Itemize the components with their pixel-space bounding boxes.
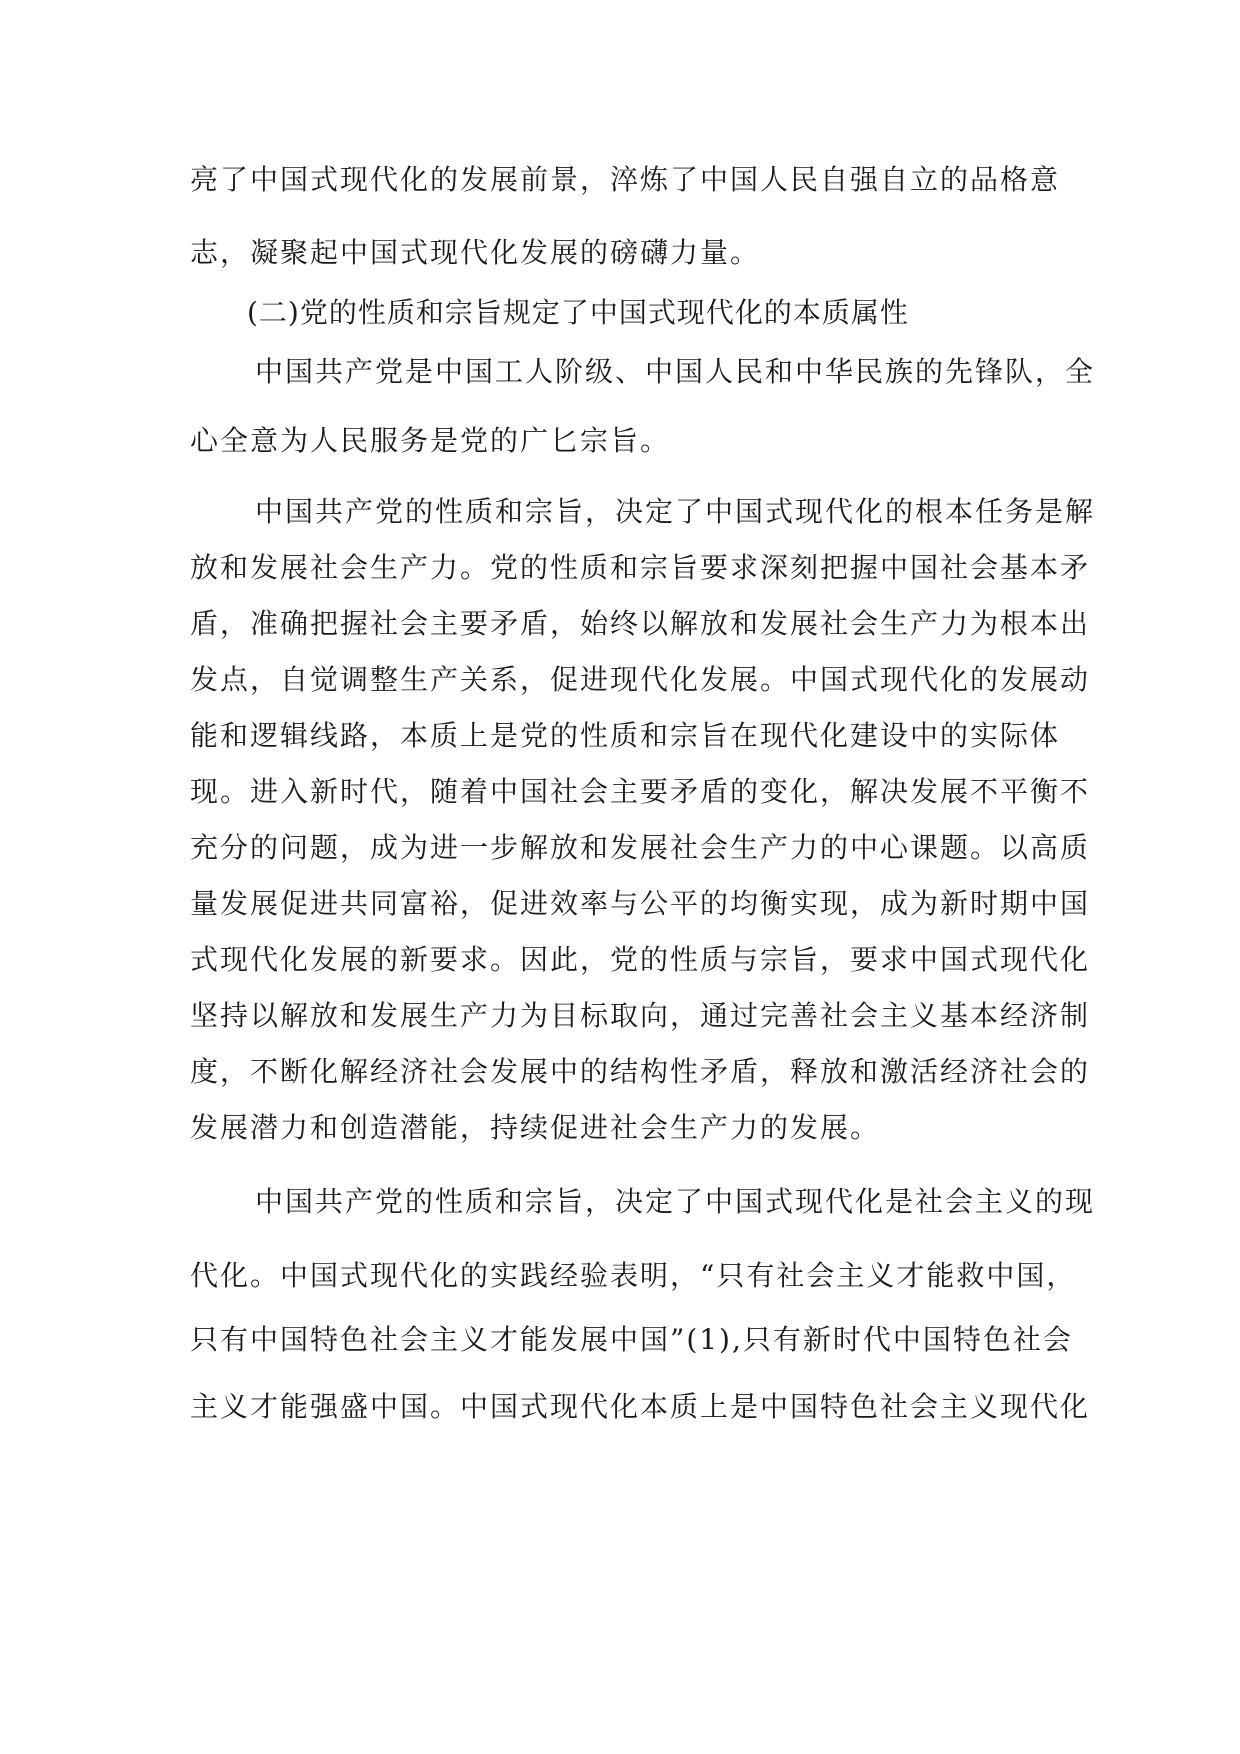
text-line: 亮了中国式现代化的发展前景，淬炼了中国人民自强自立的品格意: [190, 163, 1061, 196]
text-line: 心全意为人民服务是党的广匕宗旨。: [190, 424, 671, 457]
text-line: 放和发展社会生产力。党的性质和宗旨要求深刻把握中国社会基本矛: [190, 551, 1091, 584]
text-line: 中国共产党的性质和宗旨，决定了中国式现代化是社会主义的现: [255, 1185, 1096, 1218]
text-line: 中国共产党是中国工人阶级、中国人民和中华民族的先锋队，全: [255, 355, 1096, 388]
text-line: 志，凝聚起中国式现代化发展的磅礴力量。: [190, 236, 761, 269]
text-line: 式现代化发展的新要求。因此，党的性质与宗旨，要求中国式现代化: [190, 943, 1091, 976]
text-line: 代化。中国式现代化的实践经验表明，“只有社会主义才能救中国，: [190, 1259, 1077, 1292]
text-line: 盾，准确把握社会主要矛盾，始终以解放和发展社会生产力为根本出: [190, 607, 1091, 640]
text-line: 现。进入新时代，随着中国社会主要矛盾的变化，解决发展不平衡不: [190, 775, 1091, 808]
text-line: 主义才能强盛中国。中国式现代化本质上是中国特色社会主义现代化: [190, 1390, 1091, 1423]
text-line: 发展潜力和创造潜能，持续促进社会生产力的发展。: [190, 1111, 881, 1144]
text-line: 能和逻辑线路，本质上是党的性质和宗旨在现代化建设中的实际体: [190, 719, 1061, 752]
text-line: 量发展促进共同富裕，促进效率与公平的均衡实现，成为新时期中国: [190, 887, 1091, 920]
text-line: 充分的问题，成为进一步解放和发展社会生产力的中心课题。以高质: [190, 831, 1091, 864]
text-line: 只有中国特色社会主义才能发展中国”(1),只有新时代中国特色社会: [190, 1323, 1073, 1356]
text-line: 度，不断化解经济社会发展中的结构性矛盾，释放和激活经济社会的: [190, 1055, 1091, 1088]
text-line: 发点，自觉调整生产关系，促进现代化发展。中国式现代化的发展动: [190, 663, 1091, 696]
section-heading: (二)党的性质和宗旨规定了中国式现代化的本质属性: [247, 296, 909, 329]
text-line: 坚持以解放和发展生产力为目标取向，通过完善社会主义基本经济制: [190, 999, 1091, 1032]
text-line: 中国共产党的性质和宗旨，决定了中国式现代化的根本任务是解: [255, 495, 1096, 528]
